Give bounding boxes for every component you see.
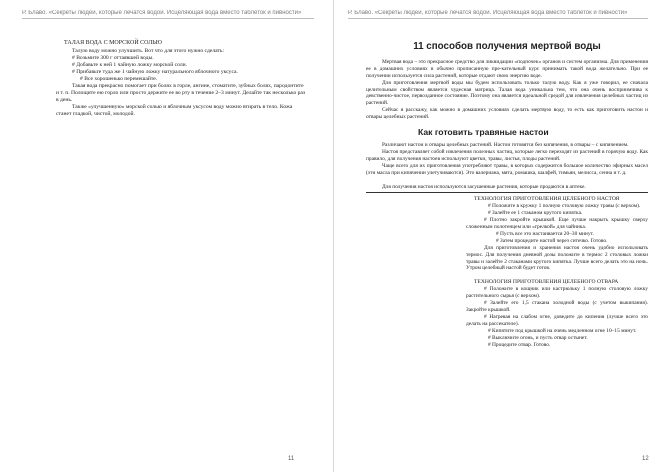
- recipe-step: # Все хорошенько перемешайте.: [80, 76, 158, 82]
- body-paragraph: Мертвая вода – это прекрасное средство для ликвидации «подпочек» органов и систем организма. Для применения ее в домашних условиях в обычно прописанную пре-кательный курс принимать такой вода желательно. При ее получении используется сила растений, которые отдают свою энергию воде.: [366, 58, 648, 79]
- body-paragraph: Различают настои и отвары целебных растений. Настои готовятся без кипячения, в отвары – с кипячением.: [382, 141, 629, 148]
- infusion-technology-block: [466, 196, 648, 348]
- page-number: 11: [288, 456, 295, 462]
- technology-step: # Кипятите под крышкой на очень медленном огне 10–15 минут.: [488, 327, 637, 334]
- body-paragraph: Для получения настоя используются засушенные растения, которые продаются в аптеке.: [382, 183, 586, 190]
- body-paragraph: Такая вода прекрасно помогает при болях в горле, ангине, стоматите, зубных болях, пародонтите и т. п. Полощите ею горло или просто держите ее во рту в течение 2–3 минут. Делайте так несколько раз в день.: [56, 83, 306, 103]
- technology-step: # Затем процедите настой через ситечко. Готово.: [496, 237, 608, 244]
- running-header: Р. Блаво. «Секреты людей, которые лечатся водой. Исцеляющая вода вместо таблеток и пивности»: [22, 10, 314, 19]
- left-page-body: [56, 40, 306, 118]
- running-header: Р. Блаво. «Секреты людей, которые лечатся водой. Исцеляющая вода вместо таблеток и пивности»: [348, 10, 648, 19]
- technology-note: Для приготовления и хранения настоя очень удобно использовать термос. Для получения дневной дозы положите в термос 2 столовых ложки травы и залейте 2 стаканами крутого кипятка. Лучше всего делать это на ночь. Утром целебный настой будет готов.: [466, 244, 648, 272]
- technology-step: # Выключите огонь, и пусть отвар остынет.: [488, 334, 588, 341]
- technology-title: ТЕХНОЛОГИЯ ПРИГОТОВЛЕНИЯ ЦЕЛЕБНОГО НАСТОЯ: [474, 196, 620, 203]
- technology-step: # Процедите отвар. Готово.: [488, 341, 551, 348]
- recipe-title: ТАЛАЯ ВОДА С МОРСКОЙ СОЛЬЮ: [64, 40, 162, 46]
- page-number: 12: [642, 456, 649, 462]
- technology-step: # Плотно закройте крышкой. Еще лучше накрыть крышку сверху сложенным полотенцем или «грелкой» для чайника.: [466, 217, 648, 231]
- body-paragraph: Для приготовления мертвой воды мы будем использовать только талую воду. Как я уже говорил, ее сначала целительным свойством является чудесная матрица. Талая вода уникальна тем, что она очень восприимчива к девственно-чистое, первозданное состояние. Поэтому она является идеальной средой для извлечения целебных частиц из растений.: [366, 79, 648, 107]
- recipe-intro: Талую воду можно улучшить. Вот что для этого нужно сделать:: [72, 48, 225, 54]
- spacer: [366, 177, 648, 184]
- right-page-body: [366, 41, 648, 348]
- technology-step: # Положите в кощник или кастрюльку 1 полную столовую ложку растительного сырья (с верхом).: [466, 286, 648, 300]
- technology-step: # Нагревая на слабом огне, доведите до кипения (лучше всего это делать на рассекателе).: [466, 313, 648, 327]
- technology-step: # Залейте его 1,5 стакана холодной воды (с учетом выкипания). Закройте крышкой.: [466, 300, 648, 313]
- section-heading: Как готовить травяные настои: [418, 127, 549, 138]
- section-rule: [366, 192, 648, 193]
- recipe-step: # Добавьте к ней 1 чайную ложку морской соли.: [72, 62, 188, 68]
- spacer: [466, 272, 648, 279]
- technology-step: # Залейте ее 1 стаканом крутого кипятка.: [488, 210, 583, 217]
- body-paragraph: Сейчас я расскажу, как можно в домашних условиях сделать мертвую воду, то есть как приготовить настои и отвары целебных растений.: [366, 107, 648, 121]
- technology-step: # Пусть все это настаивается 20–30 минут.: [496, 230, 594, 237]
- right-page: [334, 0, 668, 472]
- chapter-heading: 11 способов получения мертвой воды: [413, 41, 601, 52]
- body-paragraph: Также «улучшенную» морской солью и яблочным уксусом воду можно втирать в тело. Кожа станет гладкой, чистой, молодой.: [56, 104, 293, 117]
- body-paragraph: Настоя представляет собой извлечения полезных частиц, которые легко переходят из растений в горячую воду. Как правило, для получения настоев используют цветки, травы, листья, плоды растений.: [366, 148, 648, 162]
- technology-step: # Положите в кружку 1 полную столовую ложку травы (с верхом).: [488, 203, 641, 210]
- recipe-step: # Прибавьте туда же 1 чайную ложку натурального яблочного уксуса.: [72, 69, 238, 75]
- recipe-step: # Возьмите 300 г оттаявшей воды.: [72, 55, 154, 61]
- body-paragraph: Чаще всего для их приготовления употребляют травы, в которых содержится большое количество эфирных масел (эти масла при кипячении улетучиваются). Это валериана, мята, ромашка, шалфей, тимьян, мелисса, сенна и т. д.: [366, 162, 648, 176]
- technology-title: ТЕХНОЛОГИЯ ПРИГОТОВЛЕНИЯ ЦЕЛЕБНОГО ОТВАРА: [474, 279, 619, 286]
